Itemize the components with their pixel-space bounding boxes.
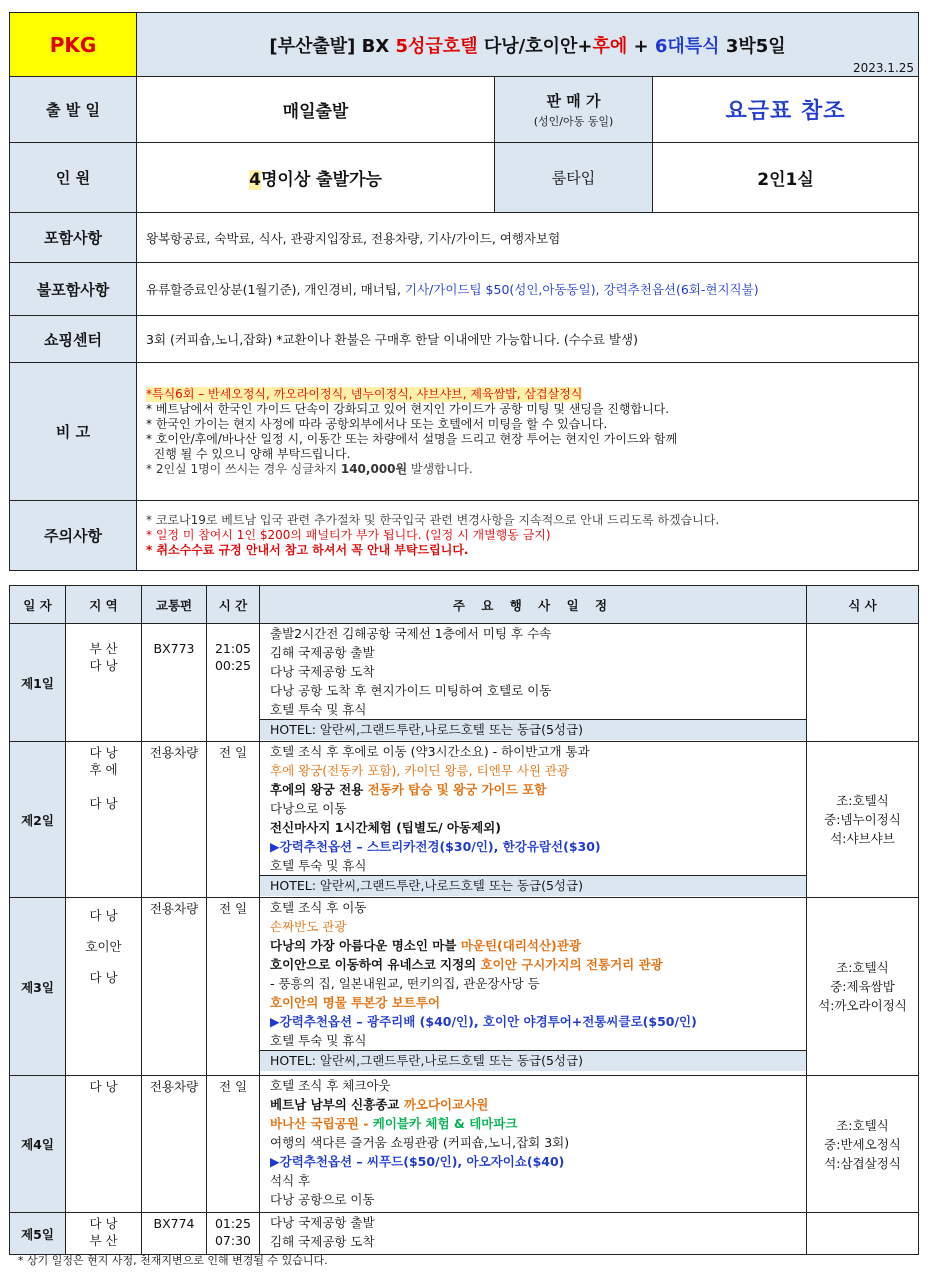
schedule-cell: 호텔 조식 후 이동 손짜반도 관광 다낭의 가장 아름다운 명소인 마블 마운틴(대리석산)관광 호이안으로 이동하여 유네스코 지정의 호이안 구시가지의 전통거리 관광 - 풍흥의 집, 일본내원교, 떤키의집, 관운장사당 등 호이안의 명물 투본강 보트투어 ▶강력추천옵션 – 광주리배 ($40/인), 호이안 야경투어+전통씨클로($50/인) 호텔 투숙 및 휴식 HOTEL: 알란씨,그랜드투란,나로드호텔 또는 동급(5성급): [260, 898, 807, 1076]
caution-line: * 코로나19로 베트남 입국 관련 추가절차 및 한국입국 관련 변경사항을 지속적으로 안내 드리도록 하겠습니다.: [146, 513, 720, 527]
package-title: [부산출발] BX 5성급호텔 다낭/호이안+후에 + 6대특식 3박5일 2023.1.25: [137, 13, 919, 77]
region-cell: 부 산 다 낭: [66, 624, 142, 742]
region-cell: 다 낭 부 산: [66, 1213, 142, 1255]
hotel-line: HOTEL: 알란씨,그랜드투란,나로드호텔 또는 동급(5성급): [260, 719, 806, 740]
shopping-value: 3회 (커피숍,노니,잡화) *교환이나 환불은 구매후 한달 이내에만 가능합니다. (수수료 발생): [137, 316, 919, 363]
transport-cell: 전용차량: [142, 1076, 207, 1213]
departure-value: 매일출발: [137, 77, 495, 143]
notes-label: 비 고: [10, 363, 137, 501]
schedule-cell: 호텔 조식 후 체크아웃 베트남 남부의 신흥종교 까오다이교사원 바나산 국립공원 - 케이블카 체험 & 테마파크 여행의 색다른 즐거움 쇼핑관광 (커피숍,노니,잡회 3회) ▶강력추천옵션 – 씨푸드($50/인), 아오자이쇼($40) 석식 후 다낭 공항으로 이동: [260, 1076, 807, 1213]
note-line: * 한국인 가이는 현지 사정에 따라 공항외부에서나 또는 호텔에서 미팅을 할 수 있습니다.: [146, 416, 608, 431]
hotel-line: HOTEL: 알란씨,그랜드투란,나로드호텔 또는 동급(5성급): [260, 875, 806, 896]
transport-cell: BX774: [142, 1213, 207, 1255]
price-label: 판 매 가 (성인/아동 동일): [495, 77, 653, 143]
day-label: 제3일: [10, 898, 66, 1076]
itinerary-table: [9, 585, 919, 1255]
region-cell: 다 낭 후 에 다 낭: [66, 742, 142, 898]
itinerary-row-day4: [10, 1076, 919, 1213]
itinerary-row-day1: [10, 624, 919, 742]
day-label: 제4일: [10, 1076, 66, 1213]
time-cell: 21:05 00:25: [207, 624, 260, 742]
transport-cell: BX773: [142, 624, 207, 742]
day-label: 제2일: [10, 742, 66, 898]
col-header-day: 일 자: [10, 586, 66, 624]
room-label: 룸타입: [495, 143, 653, 213]
shopping-label: 쇼핑센터: [10, 316, 137, 363]
meal-cell: [807, 1213, 919, 1255]
schedule-cell: 출발2시간전 김해공항 국제선 1층에서 미팅 후 수속 김해 국제공항 출발 다낭 국제공항 도착 다낭 공항 도착 후 현지가이드 미팅하여 호텔로 이동 호텔 투숙 및 휴식 HOTEL: 알란씨,그랜드투란,나로드호텔 또는 동급(5성급): [260, 624, 807, 742]
itinerary-row-day2: [10, 742, 919, 898]
caution-block: [137, 501, 919, 571]
meal-cell: 조:호텔식 중:넴누이정식 석:샤브샤브: [807, 742, 919, 898]
caution-line: * 일정 미 참여시 1인 $200의 패널티가 부가 됩니다. (일정 시 개별행동 금지): [146, 528, 551, 542]
footnote: * 상기 일정은 현지 사정, 천재지변으로 인해 변경될 수 있습니다.: [18, 1254, 328, 1267]
region-cell: 다 낭 호이안 다 낭: [66, 898, 142, 1076]
caution-line: * 취소수수료 규정 안내서 참고 하셔서 꼭 안내 부탁드립니다.: [146, 543, 469, 557]
time-cell: 전 일: [207, 898, 260, 1076]
day-label: 제5일: [10, 1213, 66, 1255]
col-header-schedule: 주 요 행 사 일 정: [260, 586, 807, 624]
col-header-time: 시 간: [207, 586, 260, 624]
single-charge-note: * 2인실 1명이 쓰시는 경우 싱글차지 140,000원 발생합니다.: [146, 461, 473, 476]
people-value: 4명이상 출발가능: [137, 143, 495, 213]
hotel-line: HOTEL: 알란씨,그랜드투란,나로드호텔 또는 동급(5성급): [260, 1050, 806, 1071]
note-line: * 호이안/후에/바나산 일정 시, 이동간 또는 차량에서 설명을 드리고 현장 투어는 현지인 가이드와 함께: [146, 431, 678, 446]
include-value: 왕복항공료, 숙박료, 식사, 관광지입장료, 전용차량, 기사/가이드, 여행자보험: [137, 213, 919, 263]
package-info-table: [9, 12, 919, 571]
room-value: 2인1실: [653, 143, 919, 213]
pkg-badge: PKG: [10, 13, 137, 77]
include-label: 포함사항: [10, 213, 137, 263]
time-cell: 전 일: [207, 742, 260, 898]
meal-cell: [807, 624, 919, 742]
exclude-label: 불포함사항: [10, 263, 137, 316]
schedule-cell: 호텔 조식 후 후에로 이동 (약3시간소요) - 하이반고개 통과 후에 왕궁(전동카 포함), 카이딘 왕릉, 티엔무 사원 관광 후에의 왕궁 전용 전동카 탑승 및 왕궁 가이드 포함 다낭으로 이동 전신마사지 1시간체험 (팁별도/ 아동제외) ▶강력추천옵션 – 스트리카전경($30/인), 한강유람선($30) 호텔 투숙 및 휴식 HOTEL: 알란씨,그랜드투란,나로드호텔 또는 동급(5성급): [260, 742, 807, 898]
region-cell: 다 낭: [66, 1076, 142, 1213]
document-date: 2023.1.25: [852, 61, 915, 75]
caution-label: 주의사항: [10, 501, 137, 571]
meal-cell: 조:호텔식 중:제육쌈밥 석:까오라이정식: [807, 898, 919, 1076]
meal-cell: 조:호텔식 중:반세오정식 석:삼겹살정식: [807, 1076, 919, 1213]
note-line: * 베트남에서 한국인 가이드 단속이 강화되고 있어 현지인 가이드가 공항 미팅 및 샌딩을 진행합니다.: [146, 401, 670, 416]
col-header-transport: 교통편: [142, 586, 207, 624]
day-label: 제1일: [10, 624, 66, 742]
time-cell: 01:25 07:30: [207, 1213, 260, 1255]
note-line: 진행 될 수 있으니 양해 부탁드립니다.: [146, 446, 351, 461]
price-value: 요금표 참조: [653, 77, 919, 143]
people-label: 인 원: [10, 143, 137, 213]
col-header-meals: 식 사: [807, 586, 919, 624]
itinerary-row-day3: [10, 898, 919, 1076]
transport-cell: 전용차량: [142, 898, 207, 1076]
exclude-value: 유류할증료인상분(1월기준), 개인경비, 매너팁, 기사/가이드팁 $50(성인,아동동일), 강력추천옵션(6회-현지직불): [137, 263, 919, 316]
time-cell: 전 일: [207, 1076, 260, 1213]
notes-block: [137, 363, 919, 501]
transport-cell: 전용차량: [142, 742, 207, 898]
special-meals-note: *특식6회 – 반세오정식, 까오라이정식, 넴누이정식, 샤브샤브, 제육쌈밥, 삼겹살정식: [146, 386, 583, 401]
col-header-region: 지 역: [66, 586, 142, 624]
departure-label: 출 발 일: [10, 77, 137, 143]
itinerary-row-day5: [10, 1213, 919, 1255]
itinerary-header-row: [10, 586, 919, 624]
schedule-cell: 다낭 국제공항 출발 김해 국제공항 도착: [260, 1213, 807, 1255]
